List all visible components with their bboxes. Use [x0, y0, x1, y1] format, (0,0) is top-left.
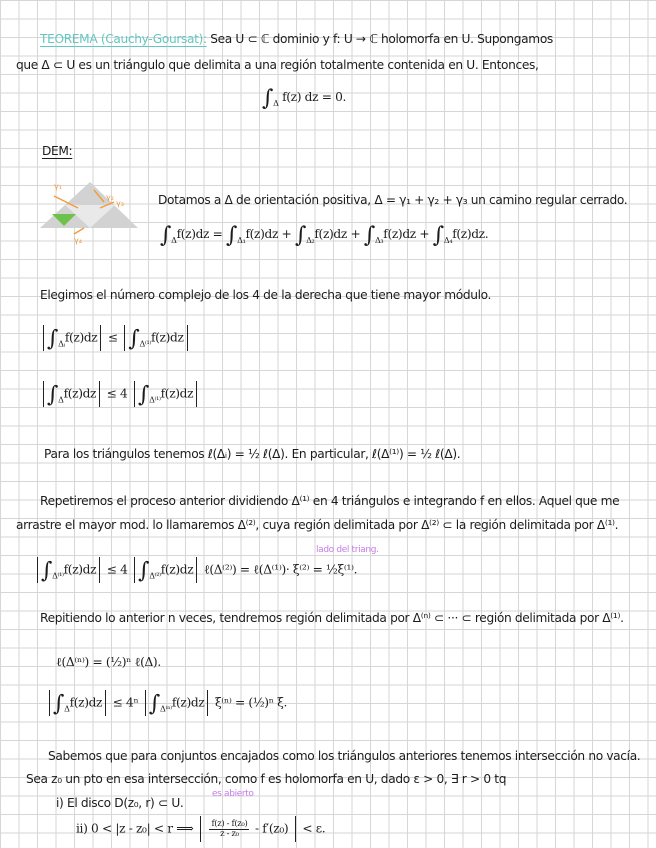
point-z0-sentence: Sea z₀ un pto en esa intersección, como f es holomorfa en U, dado ε > 0, ∃ r > 0 tq [26, 772, 507, 786]
repeat-sentence-1: Repetiremos el proceso anterior dividiendo Δ⁽¹⁾ en 4 triángulos e integrando f en ellos. Aquel que me [40, 494, 620, 508]
inequality-4: $\int_\Delta f(z)dz \le 4^n$ $\int_{\Delta^{(n)}}f(z)dz$ ξ⁽ⁿ⁾ = (½)ⁿ ξ. [46, 690, 287, 718]
triangle-side-note: lado del triang. [316, 545, 379, 555]
inequality-2: $\int_\Delta f(z)dz \le 4$ $\int_{\Delta^{(1)}}f(z)dz$ [40, 381, 200, 409]
theorem-statement-1: Sea U ⊂ ℂ dominio y f: U → ℂ holomorfa en U. Supongamos [210, 32, 553, 46]
gamma-1-label: γ₁ [54, 182, 62, 191]
condition-ii: ii) 0 < |z - z₀| < r ⟹ $\frac{\text{f(z) - f(z₀)}}{\text{z - z₀}}$ - f′(z₀) < ε. [76, 816, 325, 842]
theorem-title: TEOREMA (Cauchy-Goursat): [40, 32, 207, 46]
decomposition-formula: $\int_\Delta f(z)dz = \int_{\Delta_1}f(z)dz + \int_{\Delta_2}f(z)dz + \int_{\Delta_3}f(z)dz + \int_{\Delta_4}f(z)dz$. [160, 223, 489, 248]
nested-sets-sentence: Sabemos que para conjuntos encajados como los triángulos anteriores tenemos intersección no vacía. [48, 749, 641, 763]
inequality-3: $\int_{\Delta^{(1)}}f(z)dz \le 4$ $\int_{\Delta^{(2)}}f(z)dz$ ℓ(Δ⁽²⁾) = ℓ(Δ⁽¹⁾)· ξ⁽²⁾ = ½ξ⁽¹⁾. [34, 557, 357, 585]
repeat-sentence-2: arrastre el mayor mod. lo llamaremos Δ⁽²⁾, cuya región delimitada por Δ⁽²⁾ ⊂ la región delimitada por Δ⁽¹⁾. [16, 518, 619, 532]
gamma-2-label: γ₂ [106, 193, 114, 202]
condition-i: i) El disco D(z₀, r) ⊂ U. [56, 796, 184, 810]
repeat-n-sentence: Repitiendo lo anterior n veces, tendremos región delimitada por Δ⁽ⁿ⁾ ⊂ ··· ⊂ región delimitada por Δ⁽¹⁾. [40, 611, 624, 625]
theorem-statement-2: que Δ ⊂ U es un triángulo que delimita a una región totalmente contenida en U. Entonces, [16, 58, 539, 72]
proof-heading: DEM: [42, 144, 73, 158]
triangle-subdivision-figure [34, 176, 139, 246]
theorem-formula: $\int_\Delta$ f(z) dz = 0. [262, 86, 347, 111]
length-n-formula: ℓ(Δ⁽ⁿ⁾) = (½)ⁿ ℓ(Δ). [56, 655, 161, 669]
inequality-1: $\int_{\Delta ᵢ}f(z)dz \le \int_{\Delta^{(1)}}f(z)dz$ [40, 325, 191, 353]
theorem-line-1 [40, 31, 553, 47]
gamma-3-label: γ₃ [116, 199, 124, 208]
length-sentence: Para los triángulos tenemos ℓ(Δᵢ) = ½ ℓ(Δ). En particular, ℓ(Δ⁽¹⁾) = ½ ℓ(Δ). [44, 447, 461, 461]
open-set-note: es abierto [212, 789, 254, 799]
orientation-sentence: Dotamos a Δ de orientación positiva, Δ = γ₁ + γ₂ + γ₃ un camino regular cerrado. [158, 193, 628, 207]
choose-max-sentence: Elegimos el número complejo de los 4 de la derecha que tiene mayor módulo. [40, 288, 492, 302]
gamma-4-label: γ₄ [74, 236, 82, 245]
